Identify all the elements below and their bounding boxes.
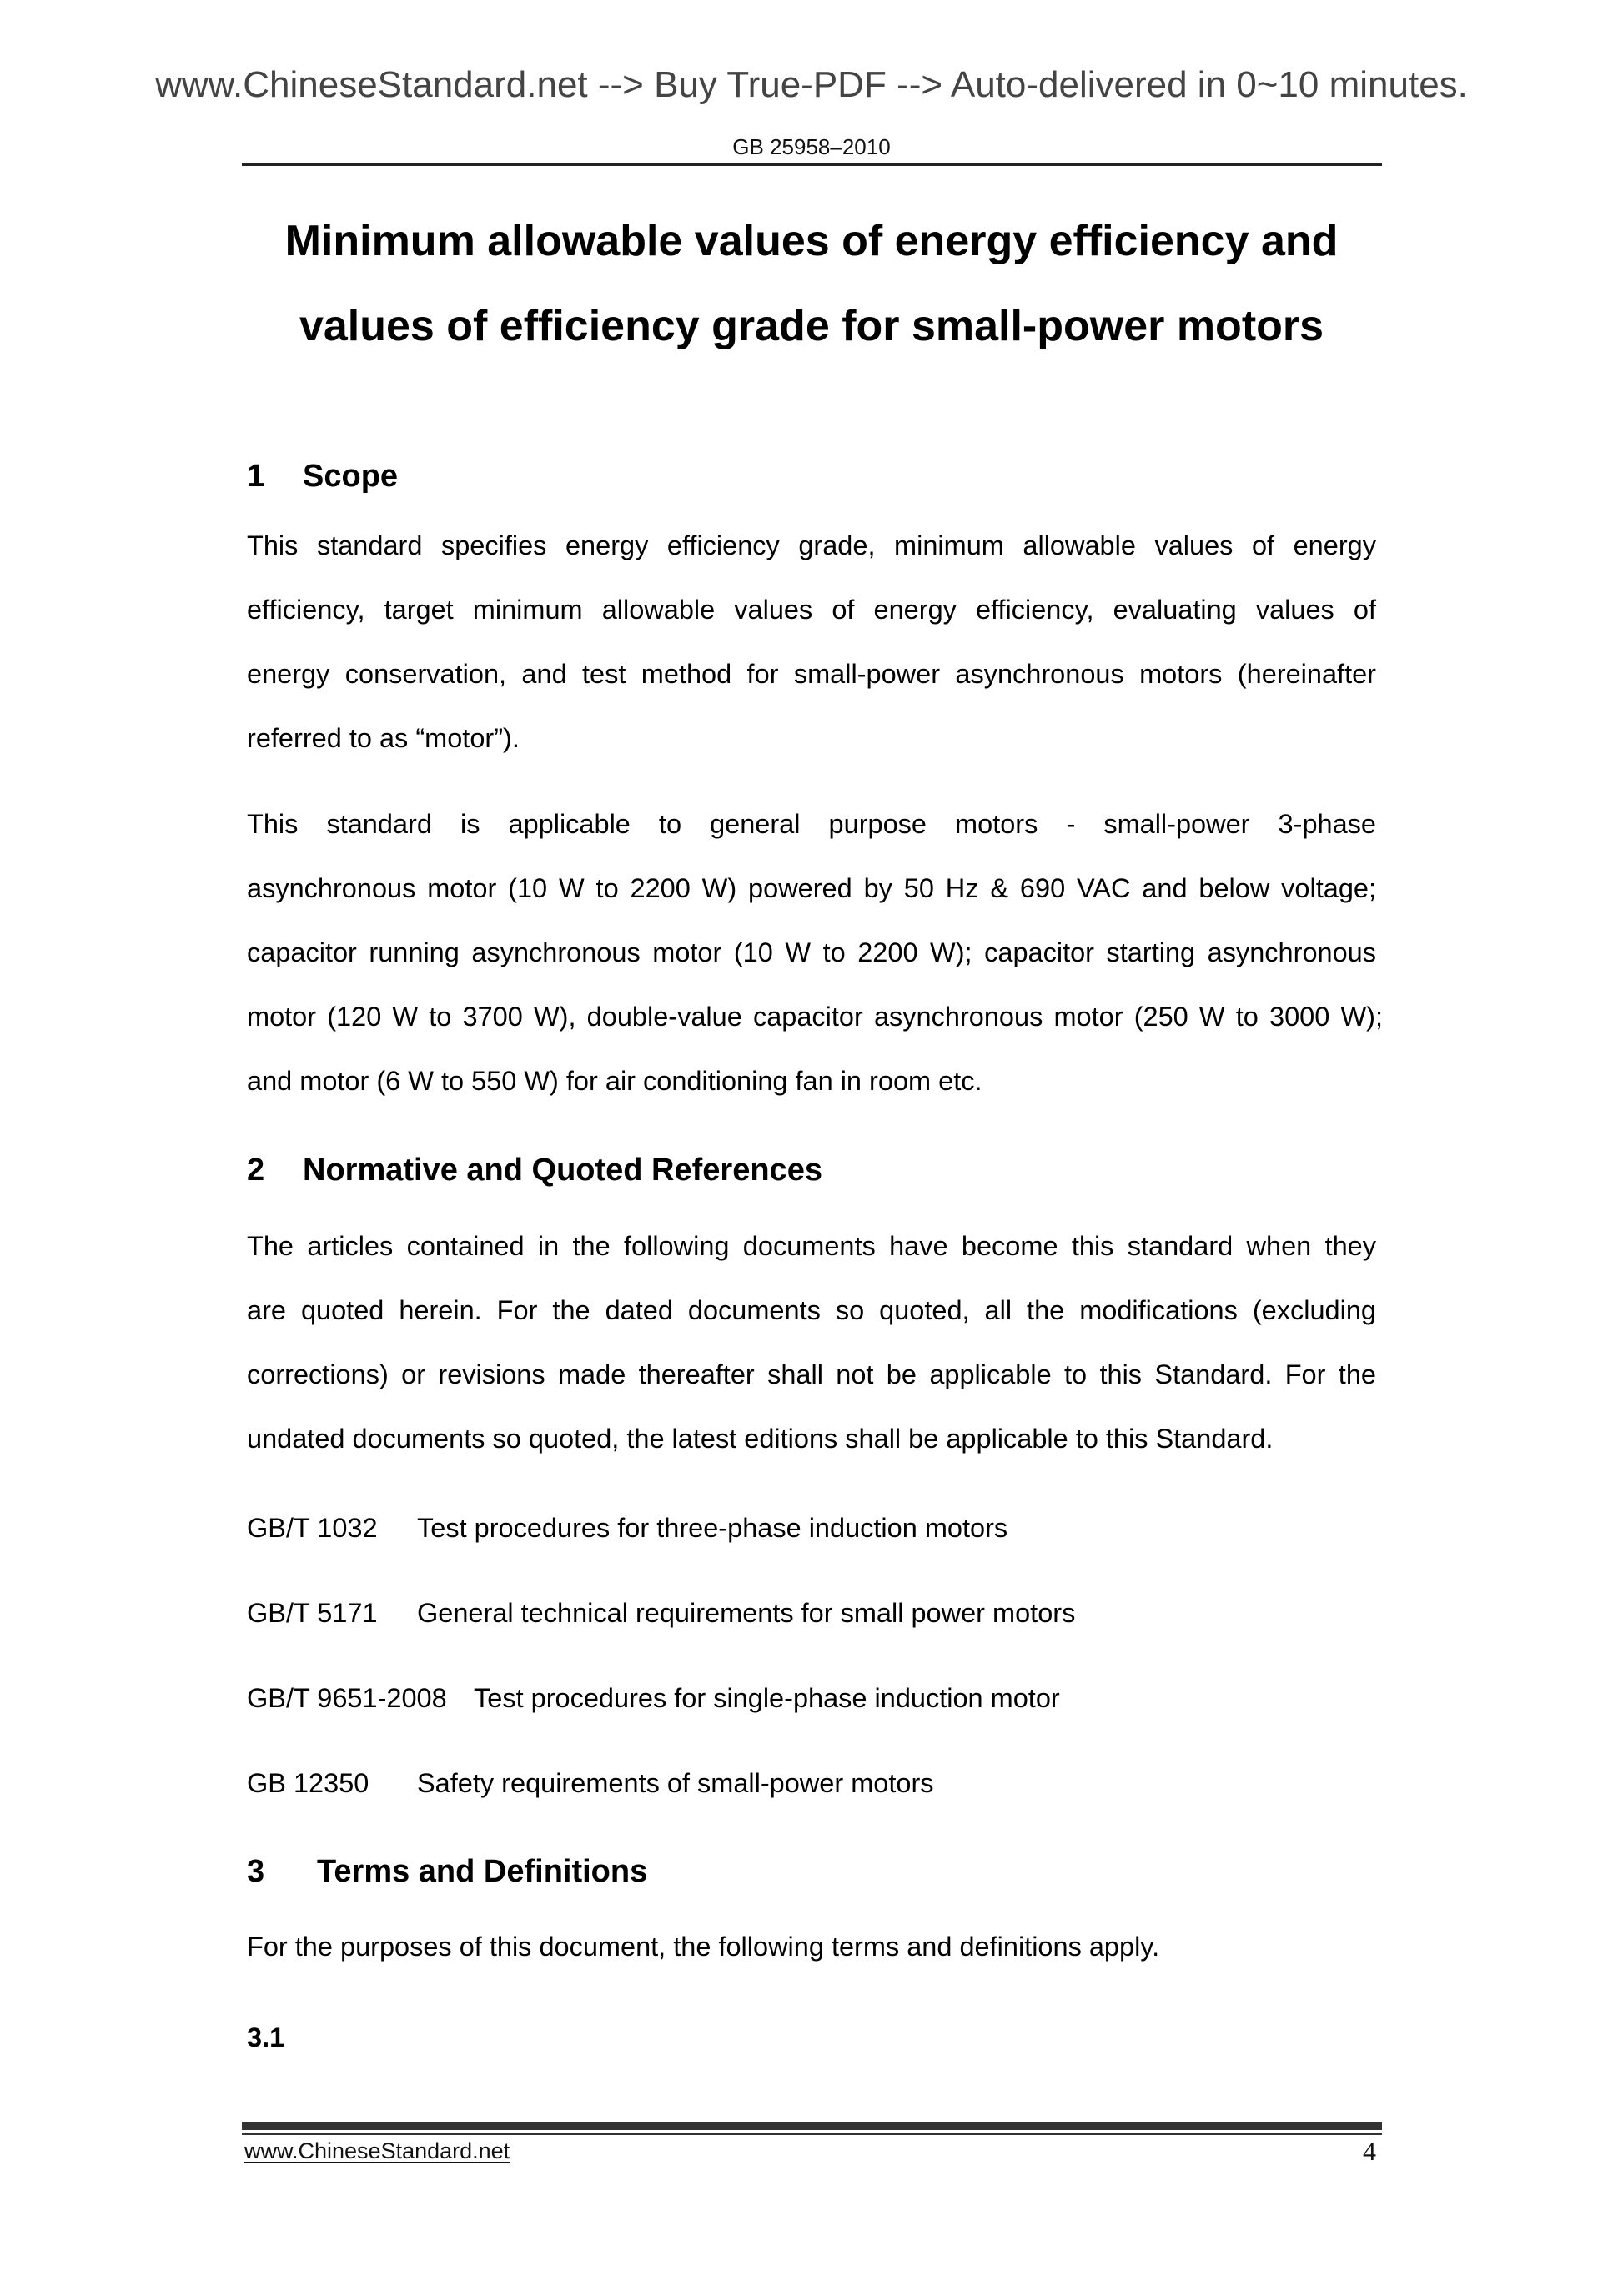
section-title: Terms and Definitions — [317, 1854, 648, 1889]
reference-title: Safety requirements of small-power motors — [417, 1768, 934, 1798]
header-rule — [242, 163, 1382, 166]
section-number: 3 — [247, 1854, 265, 1889]
paragraph-line: efficiency, target minimum allowable values of energy efficiency, evaluating values of — [247, 595, 1376, 625]
section-heading-terms-definitions — [247, 1852, 647, 1891]
reference-code: GB/T 9651-2008 — [247, 1683, 447, 1713]
promo-banner: www.ChineseStandard.net --> Buy True-PDF --> Auto-delivered in 0~10 minutes. — [155, 64, 1468, 105]
paragraph-line: referred to as “motor”). — [247, 723, 520, 753]
section-title: Scope — [303, 459, 399, 494]
reference-title: Test procedures for single-phase induction motor — [474, 1683, 1060, 1713]
reference-item — [247, 1596, 1376, 1630]
reference-code: GB 12350 — [247, 1768, 369, 1798]
reference-item — [247, 1766, 1376, 1800]
page-number: 4 — [1363, 2136, 1376, 2166]
standard-code-header: GB 25958–2010 — [732, 134, 891, 159]
reference-item — [247, 1681, 1376, 1715]
terms-intro-paragraph — [247, 1915, 1376, 1979]
paragraph-line: This standard specifies energy efficiency grade, minimum allowable values of energy — [247, 530, 1376, 560]
section-heading-normative-references — [247, 1151, 822, 1189]
footer-rule-thin — [242, 2133, 1382, 2135]
paragraph-line: are quoted herein. For the dated documents so quoted, all the modifications (excluding — [247, 1295, 1376, 1325]
section-title: Normative and Quoted References — [303, 1153, 822, 1188]
paragraph-line: For the purposes of this document, the following terms and definitions apply. — [247, 1932, 1160, 1962]
paragraph-line: energy conservation, and test method for small-power asynchronous motors (hereinafter — [247, 659, 1376, 689]
paragraph-line: capacitor running asynchronous motor (10 W to 2200 W); capacitor starting asynchronous — [247, 937, 1376, 967]
footer-rule-thick — [242, 2122, 1382, 2130]
section-number: 1 — [247, 459, 265, 494]
references-intro-paragraph — [247, 1214, 1376, 1471]
scope-paragraph-1 — [247, 514, 1376, 771]
paragraph-line: This standard is applicable to general purpose motors - small-power 3-phase — [247, 809, 1376, 839]
footer-website-link[interactable]: www.ChineseStandard.net — [244, 2138, 510, 2163]
paragraph-line: asynchronous motor (10 W to 2200 W) powered by 50 Hz & 690 VAC and below voltage; — [247, 873, 1376, 903]
section-number: 2 — [247, 1153, 265, 1188]
subsection-number: 3.1 — [247, 2022, 285, 2052]
reference-item — [247, 1511, 1376, 1545]
scope-paragraph-2 — [247, 792, 1383, 1113]
document-title-line-1: Minimum allowable values of energy efficiency and — [284, 217, 1339, 265]
paragraph-line: undated documents so quoted, the latest editions shall be applicable to this Standard. — [247, 1424, 1274, 1454]
section-heading-scope — [247, 457, 398, 495]
reference-code: GB/T 1032 — [247, 1513, 378, 1543]
reference-code: GB/T 5171 — [247, 1598, 378, 1628]
paragraph-line: The articles contained in the following documents have become this standard when they — [247, 1231, 1376, 1261]
reference-title: Test procedures for three-phase induction motors — [417, 1513, 1008, 1543]
paragraph-line: motor (120 W to 3700 W), double-value capacitor asynchronous motor (250 W to 3000 W); — [247, 1002, 1383, 1032]
paragraph-line: corrections) or revisions made thereafter shall not be applicable to this Standard. For the — [247, 1359, 1376, 1389]
document-title-line-2: values of efficiency grade for small-power motors — [299, 302, 1324, 350]
paragraph-line: and motor (6 W to 550 W) for air conditioning fan in room etc. — [247, 1066, 982, 1096]
reference-title: General technical requirements for small power motors — [417, 1598, 1076, 1628]
